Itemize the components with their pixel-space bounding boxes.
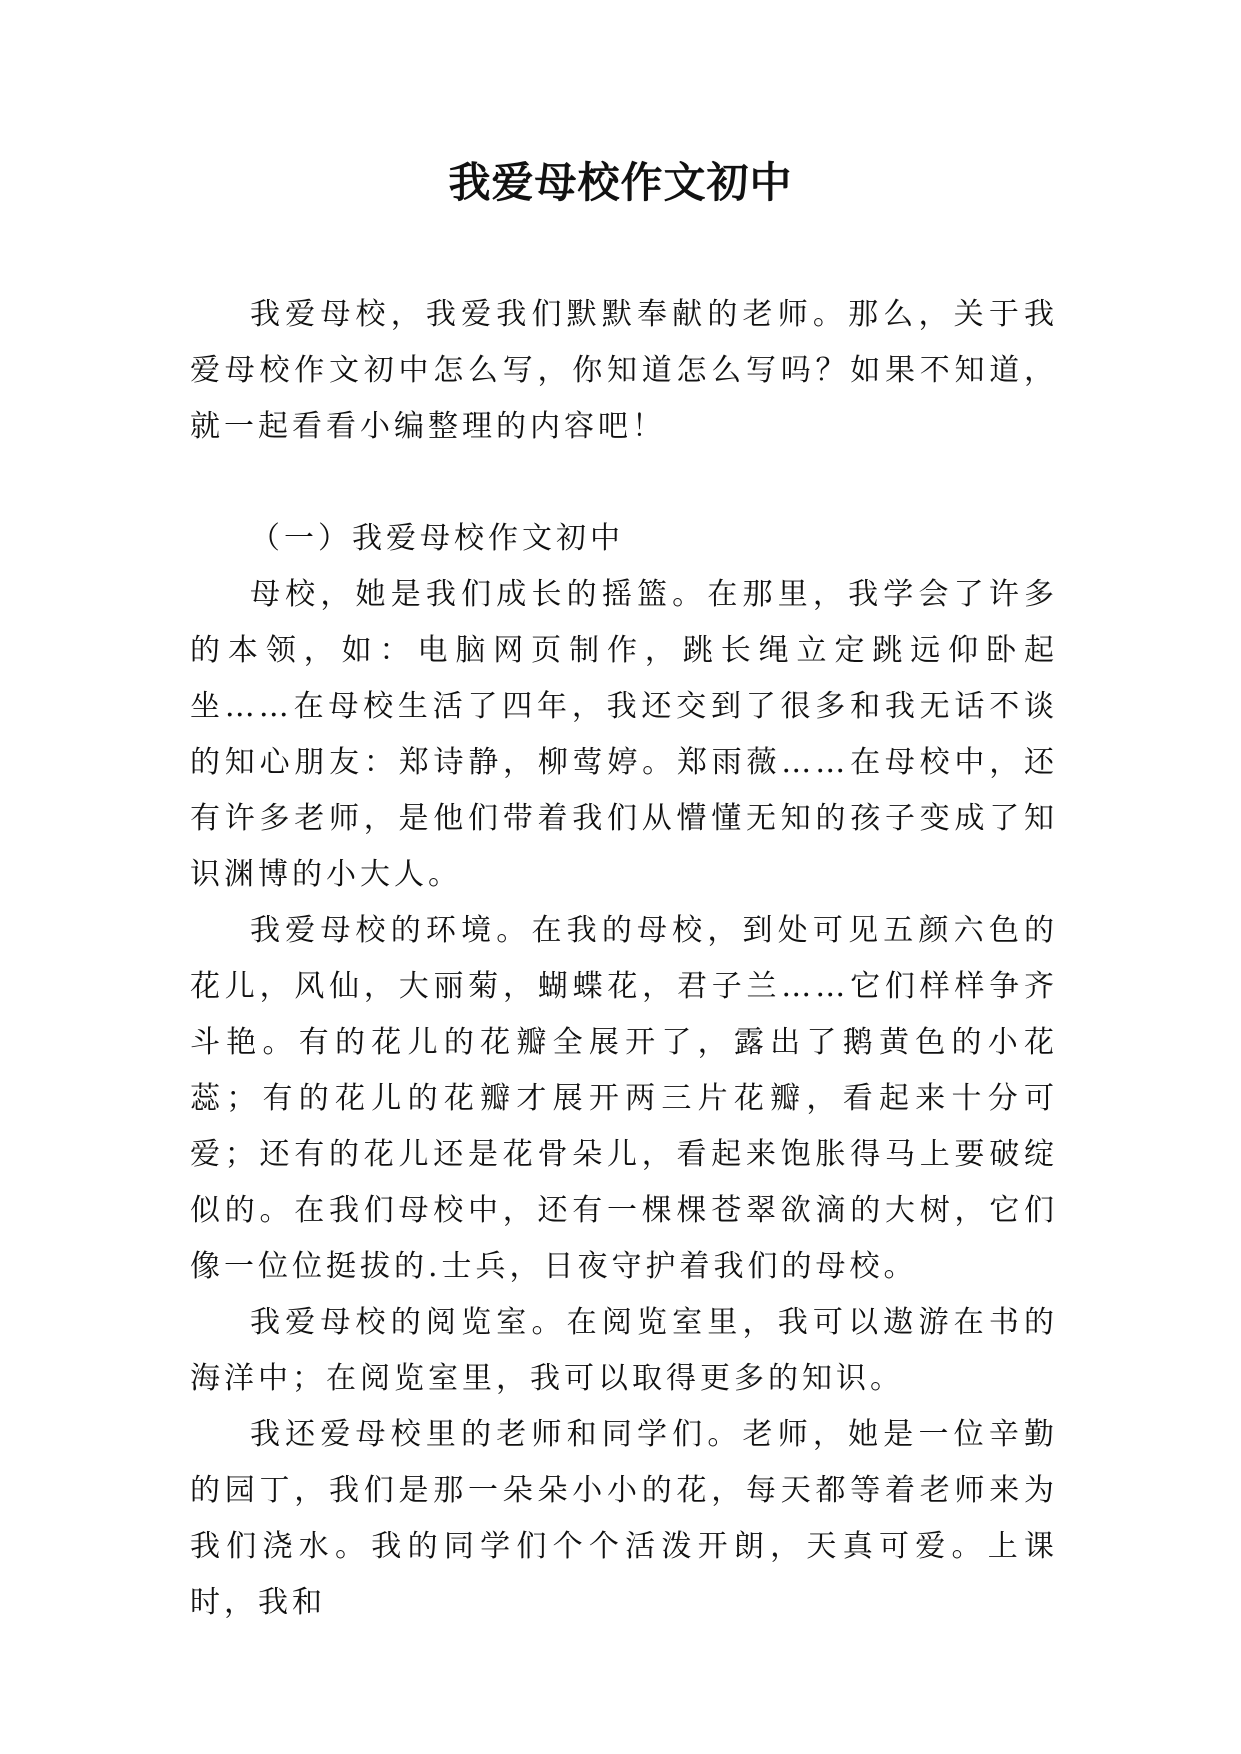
body-paragraph: 母校，她是我们成长的摇篮。在那里，我学会了许多的本领，如：电脑网页制作，跳长绳立定跳远仰卧起坐……在母校生活了四年，我还交到了很多和我无话不谈的知心朋友：郑诗静，柳莺婷。郑雨薇……在母校中，还有许多老师，是他们带着我们从懵懂无知的孩子变成了知识渊博的小大人。 — [190, 577, 1058, 892]
document-body — [190, 287, 1058, 1631]
section-heading: （一）我爱母校作文初中 — [250, 521, 624, 556]
body-paragraph: 我爱母校的阅览室。在阅览室里，我可以遨游在书的海洋中；在阅览室里，我可以取得更多的知识。 — [190, 1305, 1058, 1396]
intro-paragraph: 我爱母校，我爱我们默默奉献的老师。那么，关于我爱母校作文初中怎么写，你知道怎么写吗？如果不知道，就一起看看小编整理的内容吧！ — [190, 297, 1058, 444]
body-paragraph: 我还爱母校里的老师和同学们。老师，她是一位辛勤的园丁，我们是那一朵朵小小的花，每天都等着老师来为我们浇水。我的同学们个个活泼开朗，天真可爱。上课时，我和 — [190, 1417, 1058, 1620]
body-paragraph: 我爱母校的环境。在我的母校，到处可见五颜六色的花儿，风仙，大丽菊，蝴蝶花，君子兰……它们样样争齐斗艳。有的花儿的花瓣全展开了，露出了鹅黄色的小花蕊；有的花儿的花瓣才展开两三片花瓣，看起来十分可爱；还有的花儿还是花骨朵儿，看起来饱胀得马上要破绽似的。在我们母校中，还有一棵棵苍翠欲滴的大树，它们像一位位挺拔的.士兵，日夜守护着我们的母校。 — [190, 913, 1058, 1284]
document-title: 我爱母校作文初中 — [448, 158, 793, 207]
